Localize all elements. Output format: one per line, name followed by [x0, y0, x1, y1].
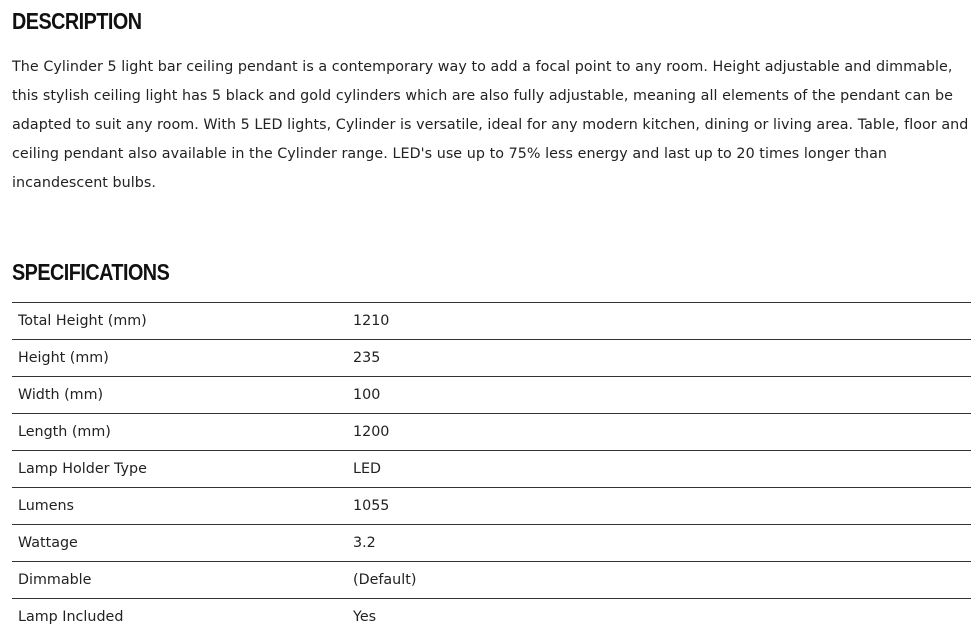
spec-value: Yes [348, 599, 971, 635]
description-text: The Cylinder 5 light bar ceiling pendant is a contemporary way to add a focal point to any room. Height adjustable and dimmable, this stylish ceiling light has 5 black and gold cylinders which are also fully adjustable, meaning all elements of the pendant can be adapted to suit any room. With 5 LED lights, Cylinder is versatile, ideal for any modern kitchen, dining or living area. Table, floor and ceiling pendant also available in the Cylinder range. LED's use up to 75% less energy and last up to 20 times longer than incandescent bulbs. [12, 53, 972, 198]
spec-row-wattage [12, 525, 971, 562]
spec-label: Wattage [12, 525, 348, 562]
spec-label: Lumens [12, 488, 348, 525]
spec-value: 235 [348, 340, 971, 377]
spec-row-total-height [12, 303, 971, 340]
spec-value: LED [348, 451, 971, 488]
spec-value: 1055 [348, 488, 971, 525]
spec-row-width [12, 377, 971, 414]
specifications-table [12, 302, 971, 635]
spec-row-lamp-included [12, 599, 971, 635]
spec-value: 1210 [348, 303, 971, 340]
spec-value: 1200 [348, 414, 971, 451]
description-heading: DESCRIPTION [12, 8, 142, 35]
spec-label: Length (mm) [12, 414, 348, 451]
spec-row-lamp-holder-type [12, 451, 971, 488]
spec-label: Lamp Included [12, 599, 348, 635]
spec-row-lumens [12, 488, 971, 525]
spec-value: 3.2 [348, 525, 971, 562]
spec-label: Dimmable [12, 562, 348, 599]
spec-label: Lamp Holder Type [12, 451, 348, 488]
spec-row-height [12, 340, 971, 377]
specifications-heading: SPECIFICATIONS [12, 259, 169, 286]
spec-row-length [12, 414, 971, 451]
spec-label: Height (mm) [12, 340, 348, 377]
spec-value: (Default) [348, 562, 971, 599]
spec-label: Width (mm) [12, 377, 348, 414]
spec-row-dimmable [12, 562, 971, 599]
spec-label: Total Height (mm) [12, 303, 348, 340]
spec-value: 100 [348, 377, 971, 414]
